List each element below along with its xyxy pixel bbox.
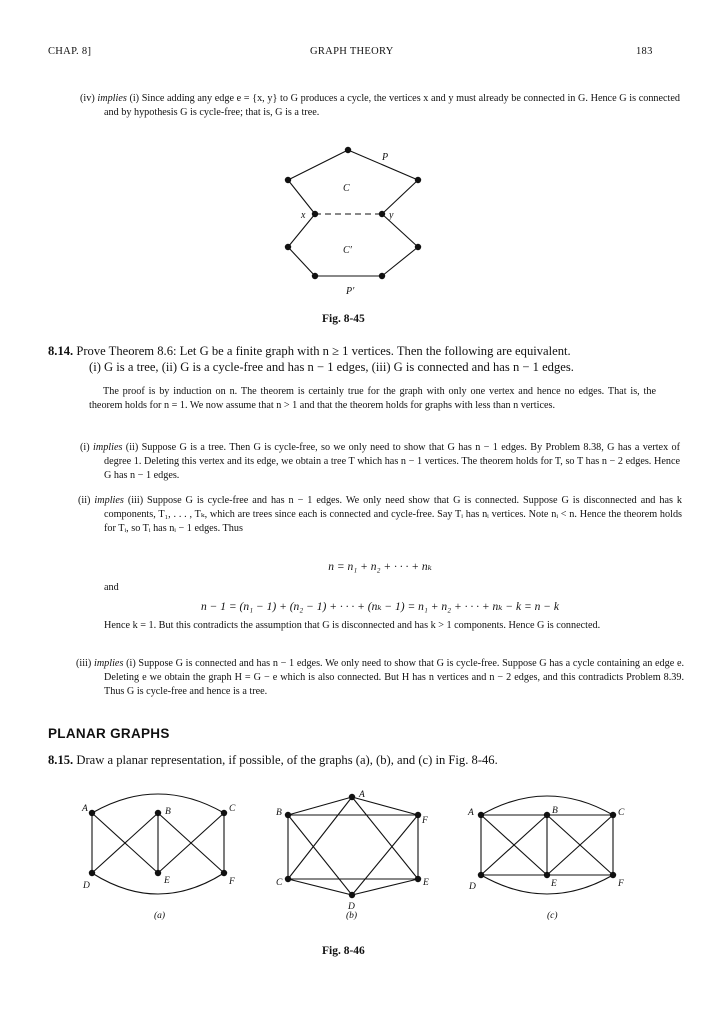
graph-b-edge-AE	[352, 797, 418, 879]
graph-c-label-B: B	[552, 806, 558, 816]
fig45-vertex	[415, 244, 421, 250]
graph-b-edge-BD	[288, 815, 352, 895]
problem-8-14-conditions: (i) G is a tree, (ii) G is a cycle-free and has n − 1 edges, (iii) G is connected and has n − 1 edges.	[89, 360, 574, 374]
fig45-vertex	[285, 244, 291, 250]
fig45-vertex	[285, 177, 291, 183]
graph-a-label-F: F	[229, 877, 235, 887]
fig45-vertex	[379, 273, 385, 279]
iv-text: (i) Since adding any edge e = {x, y} to G produces a cycle, the vertices x and y must already be connected in G. Hence G is connected and by hypothesis G is cycle-free; that is, G is a tree.	[104, 93, 680, 118]
step-ii-keyword: implies	[94, 495, 124, 506]
graph-b-sublabel: (b)	[346, 911, 358, 921]
graph-b-label-C: C	[276, 878, 283, 888]
fig45-edge	[288, 150, 348, 180]
graph-b-label-E: E	[423, 878, 429, 888]
graph-b-edge-AC	[288, 797, 352, 879]
graph-a-vertex-F	[221, 870, 227, 876]
graph-a-label-C: C	[229, 804, 236, 814]
graph-c-label-F: F	[618, 879, 624, 889]
step-ii-text: (iii) Suppose G is cycle-free and has n − 1 edges. We only need show that G is connected. Suppose G is disconnected and has k components, T₁, . . . , Tₖ, which are trees since each is connected and cycle-free. Say Tᵢ has nᵢ vertices. Note nᵢ < n. Hence the theorem holds for Tᵢ, so Tᵢ has nᵢ − 1 edges. Thus	[104, 495, 682, 534]
graph-a-vertex-B	[155, 810, 161, 816]
header-chapter: CHAP. 8]	[48, 46, 92, 57]
header-title: GRAPH THEORY	[310, 46, 394, 57]
graph-b-vertex-C	[285, 876, 291, 882]
fig46-caption: Fig. 8-46	[322, 945, 365, 957]
fig45-label-Cprime: C′	[343, 245, 352, 256]
graph-a-label-B: B	[165, 807, 171, 817]
graph-c-vertex-D	[478, 872, 484, 878]
graph-b-edge-CD	[288, 879, 352, 895]
graph-a-sublabel: (a)	[154, 911, 166, 921]
fig45-vertex	[345, 147, 351, 153]
fig45-label-Pprime: P′	[346, 286, 355, 297]
graph-c-label-D: D	[469, 882, 476, 892]
problem-number: 8.14.	[48, 344, 74, 358]
problem-8-15-statement	[48, 752, 656, 768]
graph-a-label-D: D	[83, 881, 90, 891]
figure-8-46-c	[465, 785, 640, 925]
graph-c-vertex-F	[610, 872, 616, 878]
statement-text: Draw a planar representation, if possible, of the graphs (a), (b), and (c) in Fig. 8-46.	[76, 753, 498, 767]
proof-step-i	[80, 441, 680, 483]
graph-c-vertex-E	[544, 872, 550, 878]
fig45-vertex-x	[312, 211, 318, 217]
graph-b-edge-ED	[352, 879, 418, 895]
graph-a-label-A: A	[82, 804, 88, 814]
graph-c-label-C: C	[618, 808, 625, 818]
fig45-edge	[288, 247, 315, 276]
statement-text: Prove Theorem 8.6: Let G be a finite graph with n ≥ 1 vertices. Then the following are equivalent.	[76, 344, 571, 358]
fig45-label-C: C	[343, 183, 350, 194]
graph-c-sublabel: (c)	[547, 911, 558, 921]
figure-8-45	[270, 140, 440, 300]
conclusion-ii: Hence k = 1. But this contradicts the assumption that G is disconnected and has k > 1 components. Hence G is connected.	[104, 620, 601, 631]
fig45-label-y: y	[389, 210, 394, 221]
graph-a-vertex-D	[89, 870, 95, 876]
equation-2: n − 1 = (n₁ − 1) + (n₂ − 1) + · · · + (nₖ − 1) = n₁ + n₂ + · · · + nₖ − k = n − k	[201, 601, 559, 613]
step-i-marker: (i)	[80, 442, 90, 453]
fig45-edge	[382, 214, 418, 247]
proof-step-iii	[76, 657, 684, 699]
step-iii-text: (i) Suppose G is connected and has n − 1 edges. We only need to show that G is cycle-free. Suppose G has a cycle containing an edge e. Deleting e we obtain the graph H = G − e which is also connected. But H has n vertices and n − 2 edges, and this contradicts Problem 8.39. Thus G is cycle-free and hence is a tree.	[104, 658, 685, 697]
graph-c-label-A: A	[468, 808, 474, 818]
graph-c-vertex-B	[544, 812, 550, 818]
graph-b-vertex-E	[415, 876, 421, 882]
graph-a-vertex-C	[221, 810, 227, 816]
iv-keyword: implies	[97, 93, 127, 104]
graph-c-label-E: E	[551, 879, 557, 889]
fig45-label-P: P	[382, 152, 389, 163]
graph-b-edge-FD	[352, 815, 418, 895]
graph-b-vertex-D	[349, 892, 355, 898]
graph-c-vertex-C	[610, 812, 616, 818]
fig45-vertex	[312, 273, 318, 279]
fig45-label-x: x	[301, 210, 306, 221]
and-word: and	[104, 582, 119, 593]
fig45-caption: Fig. 8-45	[322, 313, 365, 325]
graph-b-vertex-A	[349, 794, 355, 800]
problem-8-14-statement	[48, 343, 656, 359]
graph-b-edge-AB	[288, 797, 352, 815]
graph-b-label-D: D	[348, 902, 355, 912]
graph-b-label-A: A	[359, 790, 365, 800]
step-i-text: (ii) Suppose G is a tree. Then G is cycle-free, so we only need to show that G has n − 1 edges. By Problem 8.38, G has a vertex of degree 1. Deleting this vertex and its edge, we obtain a tree T which has n − 1 vertices. The theorem holds for T, so T has n − 2 edges. Hence G has n − 1 edges.	[104, 442, 681, 481]
fig45-edge	[288, 180, 315, 214]
graph-b-label-F: F	[422, 816, 428, 826]
figure-8-46-b	[270, 785, 435, 925]
step-iii-keyword: implies	[93, 658, 124, 669]
equation-1: n = n₁ + n₂ + · · · + nₖ	[328, 561, 432, 573]
section-title: PLANAR GRAPHS	[48, 726, 170, 741]
graph-b-vertex-B	[285, 812, 291, 818]
proof-intro: The proof is by induction on n. The theorem is certainly true for the graph with only one vertex and hence no edges. That is, the theorem holds for n = 1. We now assume that n > 1 and that the theorem holds for graphs with less than n vertices.	[89, 386, 656, 411]
graph-a-vertex-E	[155, 870, 161, 876]
fig45-edge	[382, 247, 418, 276]
step-iii-marker: (iii)	[76, 658, 92, 669]
graph-b-vertex-F	[415, 812, 421, 818]
step-i-keyword: implies	[93, 442, 123, 453]
step-ii-marker: (ii)	[78, 495, 91, 506]
problem-number: 8.15.	[48, 753, 74, 767]
graph-b-label-B: B	[276, 808, 282, 818]
header-page-number: 183	[636, 46, 653, 57]
iv-marker: (iv)	[80, 93, 95, 104]
proof-step-ii	[78, 494, 682, 536]
fig45-edge	[382, 180, 418, 214]
fig45-vertex	[415, 177, 421, 183]
graph-a-vertex-A	[89, 810, 95, 816]
iv-paragraph	[80, 92, 680, 120]
fig45-vertex-y	[379, 211, 385, 217]
figure-8-46-a	[78, 785, 248, 925]
graph-a-label-E: E	[164, 876, 170, 886]
graph-c-vertex-A	[478, 812, 484, 818]
